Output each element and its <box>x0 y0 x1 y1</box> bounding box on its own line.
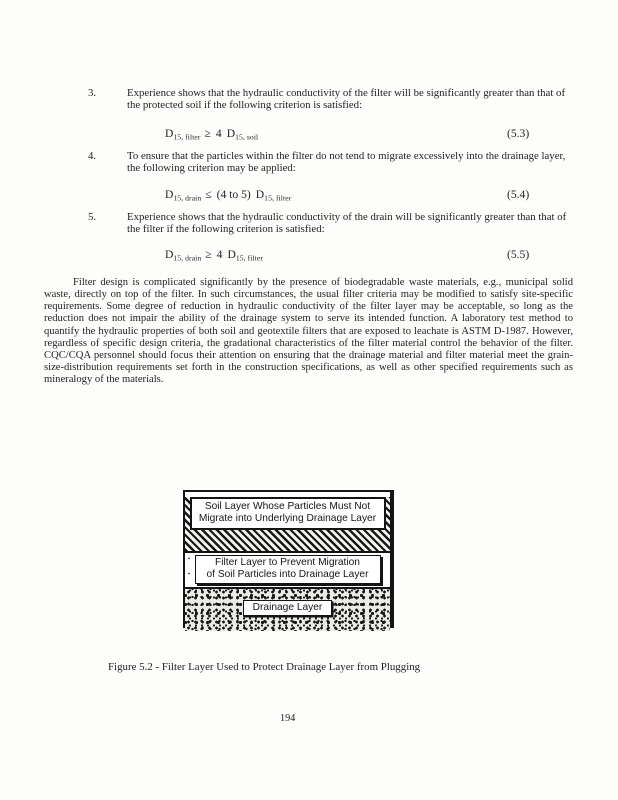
body-paragraph: Filter design is complicated significantly by the presence of biodegradable waste materials, e.g., municipal solid waste, directly on top of the filter. In such circumstances, the usual filter criteria may be modified to satisfy site-specific requirements. Some degree of reduction in hydraulic conductivity of the filter layer may be acceptable, so long as the reduction does not impair the ability of the drainage system to serve its intended function. A laboratory test method to quantify the hydraulic properties of both soil and geotextile filters that are exposed to leachate is ASTM D-1987. However, regardless of specific design criteria, the gradational characteristics of the filter material control the behavior of the filter. CQC/CQA personnel should focus their attention on ensuring that the drainage material and filter material meet the grain-size-distribution requirements set forth in the construction specifications, as well as other specified requirements such as mineralogy of the materials. <box>44 277 573 386</box>
soil-layer-band <box>185 497 390 553</box>
list-item-5-number: 5. <box>88 211 97 223</box>
eq54-sub2: 15, filter <box>264 193 292 203</box>
filter-layer-label-line2: of Soil Particles into Drainage Layer <box>206 569 369 581</box>
eq54-operator: ≤ <box>205 188 212 201</box>
equation-5-3 <box>0 127 618 143</box>
soil-layer-label-line2: Migrate into Underlying Drainage Layer <box>198 513 377 525</box>
drainage-layer-label-line1: Drainage Layer <box>252 602 323 613</box>
eq55-base2: D <box>227 248 236 261</box>
list-item-4-number: 4. <box>88 150 97 162</box>
figure-5-2 <box>183 490 394 628</box>
list-item-5-text: Experience shows that the hydraulic conductivity of the drain will be significantly greater than that of the filter if the following criterion is satisfied: <box>127 211 567 236</box>
eq55-sub1: 15, drain <box>173 253 202 263</box>
eq54-base2: D <box>255 188 265 201</box>
list-item-3-number: 3. <box>88 87 97 99</box>
equation-5-4-formula <box>165 188 291 201</box>
drainage-layer-band <box>185 587 390 631</box>
filter-layer-label-line1: Filter Layer to Prevent Migration <box>215 557 360 568</box>
eq55-coef: 4 <box>216 248 223 261</box>
eq53-sub2: 15, soil <box>235 132 259 142</box>
eq54-coef: (4 to 5) <box>216 188 251 201</box>
equation-5-4-number: (5.4) <box>507 188 530 201</box>
eq55-operator: ≥ <box>205 248 212 261</box>
page-number: 194 <box>280 713 296 724</box>
equation-5-3-formula <box>165 127 258 140</box>
eq55-sub2: 15, filter <box>235 253 263 263</box>
equation-5-5-formula <box>165 248 263 261</box>
eq53-operator: ≥ <box>204 127 211 140</box>
eq53-coef: 4 <box>215 127 222 140</box>
drainage-layer-label-box <box>243 600 333 616</box>
figure-caption: Figure 5.2 - Filter Layer Used to Protect Drainage Layer from Plugging <box>108 661 421 673</box>
list-item-3-text: Experience shows that the hydraulic conductivity of the filter will be significantly greater than that of the protected soil if the following criterion is satisfied: <box>127 87 566 112</box>
equation-5-5-number: (5.5) <box>507 248 530 261</box>
equation-5-4 <box>0 188 618 204</box>
eq53-base1: D <box>165 127 174 140</box>
soil-layer-label-box <box>190 497 386 530</box>
eq53-base2: D <box>226 127 236 140</box>
equation-5-5 <box>0 248 618 264</box>
eq54-base1: D <box>165 188 174 201</box>
eq53-sub1: 15, filter <box>173 132 201 142</box>
equation-5-3-number: (5.3) <box>507 127 530 140</box>
eq55-base1: D <box>165 248 174 261</box>
filter-layer-band <box>185 555 390 587</box>
filter-layer-label-box <box>195 555 381 584</box>
list-item-4-text: To ensure that the particles within the filter do not tend to migrate excessively into the drainage layer, the following criterion may be applied: <box>127 150 566 175</box>
soil-layer-label-line1: Soil Layer Whose Particles Must Not <box>204 501 371 512</box>
eq54-sub1: 15, drain <box>173 193 202 203</box>
